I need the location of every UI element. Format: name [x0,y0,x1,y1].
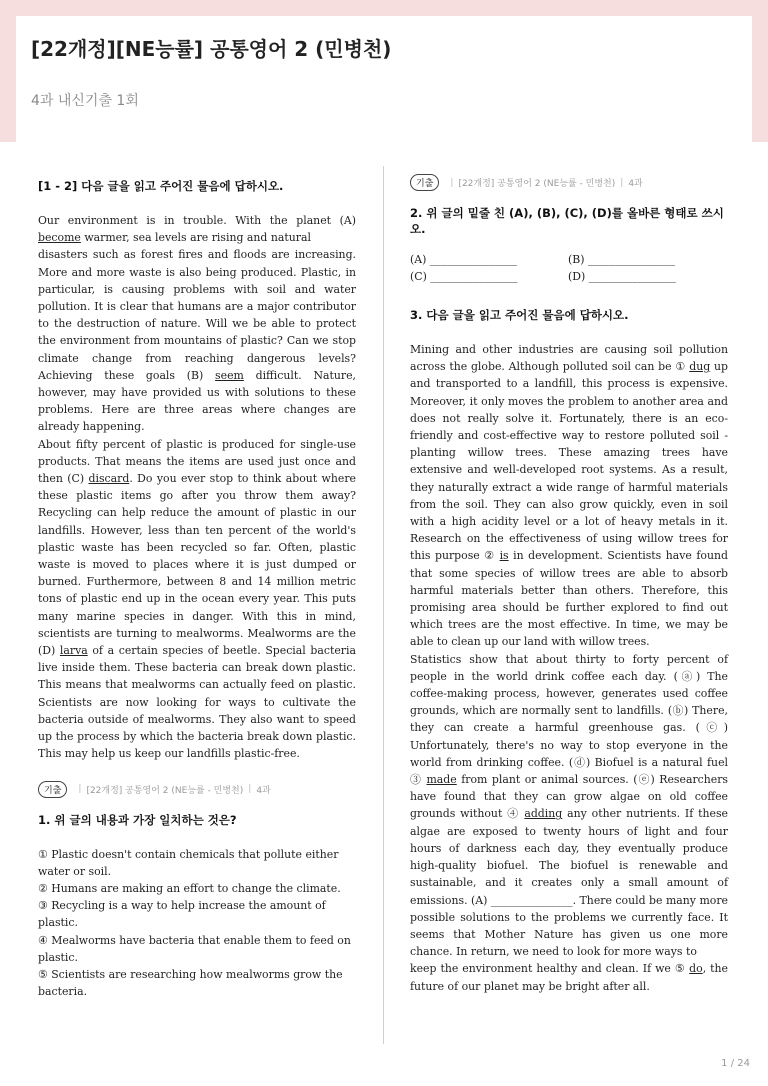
tag-separator: | [248,784,252,794]
source-tag-line [38,781,356,798]
answer-blank-d[interactable]: (D) ________________ [568,270,676,283]
choice-4: ④ Mealworms have bacteria that enable them to feed on plastic. [38,933,351,964]
question-1-title: 1. 위 글의 내용과 가장 일치하는 것은? [38,812,237,827]
tag-separator: | [620,177,624,188]
underlined-word: seem [215,368,244,382]
question-2-title: 2. 위 글의 밑줄 친 (A), (B), (C), (D)를 올바른 형태로 쓰시오. [410,206,724,236]
choice-2: ② Humans are making an effort to change the climate. [38,881,341,895]
passage-left [38,212,356,763]
source-tag: 기출 [410,174,439,191]
underlined-word: adding [524,807,563,821]
page-number: 1 / 24 [721,1058,750,1069]
left-column [38,178,356,1000]
underlined-word: made [426,773,457,787]
answer-row [410,268,728,285]
tag-separator: | [78,784,82,794]
question-1-choices [38,846,356,1001]
choice-5: ⑤ Scientists are researching how mealworms grow the bacteria. [38,967,343,999]
answer-row [410,251,728,268]
tag-separator: | [450,177,454,188]
choice-1: ① Plastic doesn't contain chemicals that pollute either water or soil. [38,847,339,878]
source-tag: 기출 [38,781,67,798]
source-text: [22개정] 공통영어 2 (NE능률 - 민병천) [86,785,244,796]
column-divider [383,166,384,1044]
passage-right [410,341,728,995]
unit-text: 4과 [256,785,271,796]
group-heading: [1 - 2] 다음 글을 읽고 주어진 물음에 답하시오. [38,179,284,193]
passage-paragraph: keep the environment healthy and clean. If we ⑤ do, the future of our planet may be bright after all. [410,962,728,993]
underlined-word: do [689,962,703,976]
underlined-word: larva [59,644,88,658]
underlined-word: discard [88,472,130,486]
passage-paragraph: Statistics show that about thirty to forty percent of people in the world drink coffee each day. (ⓐ) The coffee-making process, however, generates used coffee grounds, which are normally sent to landfills. (ⓑ) There, they can create a harmful greenhouse gas. (ⓒ) Unfortunately, there's no way to stop everyone in the world from drinking coffee. (ⓓ) Biofuel is a natural fuel ③ made from plant or animal sources. (ⓔ) Researchers have found that they can grow algae on old coffee grounds without ④ adding any other nutrients. If these algae are exposed to twenty hours of light and four hours of darkness each day, they eventually produce high-quality biofuel. The biofuel is renewable and sustainable, and it creates only a small amount of emissions. (A) _______________. There could be many more possible solutions to the problems we currently face. It seems that Mother Nature has given us one more chance. In return, we need to look for more ways to [410,652,729,959]
choice-3: ③ Recycling is a way to help increase the amount of plastic. [38,899,326,930]
unit-text: 4과 [628,179,643,189]
passage-paragraph: disasters such as forest fires and floods are increasing. More and more waste is also being produced. Plastic, in particular, is causing problems with soil and water pollution. It is clear that humans are a major contributor to the destruction of nature. Will we be able to protect the environment from mountains of plastic? Can we stop climate change from reaching dangerous levels? Achieving these goals (B) seem difficult. Nature, however, may have provided us with solutions to these problems. Here are three areas where changes are already happening. [38,248,356,434]
underlined-word: dug [689,360,711,374]
right-column [410,174,728,995]
document-title: [22개정][NE능률] 공통영어 2 (민병천) [31,37,392,61]
passage-paragraph: About fifty percent of plastic is produced for single-use products. That means the items are used just once and then (C) discard. Do you ever stop to think about where these plastic items go after you throw them away? Recycling can help reduce the amount of plastic in our landfills. However, less than ten percent of the world's plastic waste has been recycled so far. Often, plastic waste is moved to places where it is just dumped or burned. Furthermore, between 8 and 14 million metric tons of plastic end up in the ocean every year. This puts many marine species in danger. With this in mind, scientists are turning to mealworms. Mealworms are the (D) larva of a certain species of beetle. Special bacteria live inside them. These bacteria can break down plastic. This means that mealworms can actually feed on plastic. Scientists are now looking for ways to cultivate the bacteria outside of mealworms. They also want to speed up the process by which the bacteria break down plastic. This may help us keep our landfills plastic-free. [38,437,356,761]
passage-paragraph: Our environment is in trouble. With the planet (A) become warmer, sea levels are rising and natural [38,214,356,245]
source-text: [22개정] 공통영어 2 (NE능률 - 민병천) [458,179,616,189]
passage-paragraph: Mining and other industries are causing soil pollution across the globe. Although polluted soil can be ① dug up and transported to a landfill, this process is expensive. Moreover, it only moves the problem to another area and does not really solve it. Fortunately, there is an eco-friendly and cost-effective way to restore polluted soil - planting willow trees. These amazing trees have extensive and well-developed root systems. As a result, they naturally extract a wide range of harmful materials from the soil. They can also grow quickly, even in soil with a high acidity level or a lot of heavy metals in it. Research on the effectiveness of using willow trees for this purpose ② is in development. Scientists have found that some species of willow trees are able to absorb harmful materials better than others. Therefore, this promising area should be further explored to find out which trees are the most effective. In time, we may be able to clean up our land with willow trees. [410,343,728,649]
underlined-word: become [38,231,81,245]
underlined-word: is [499,549,509,563]
question-3-title: 3. 다음 글을 읽고 주어진 물음에 답하시오. [410,308,629,322]
source-tag-line [410,174,728,191]
answer-blank-c[interactable]: (C) ________________ [410,270,518,283]
answer-blank-a[interactable]: (A) ________________ [410,253,517,266]
answer-blank-b[interactable]: (B) ________________ [568,253,676,266]
document-subtitle: 4과 내신기출 1회 [31,93,139,109]
